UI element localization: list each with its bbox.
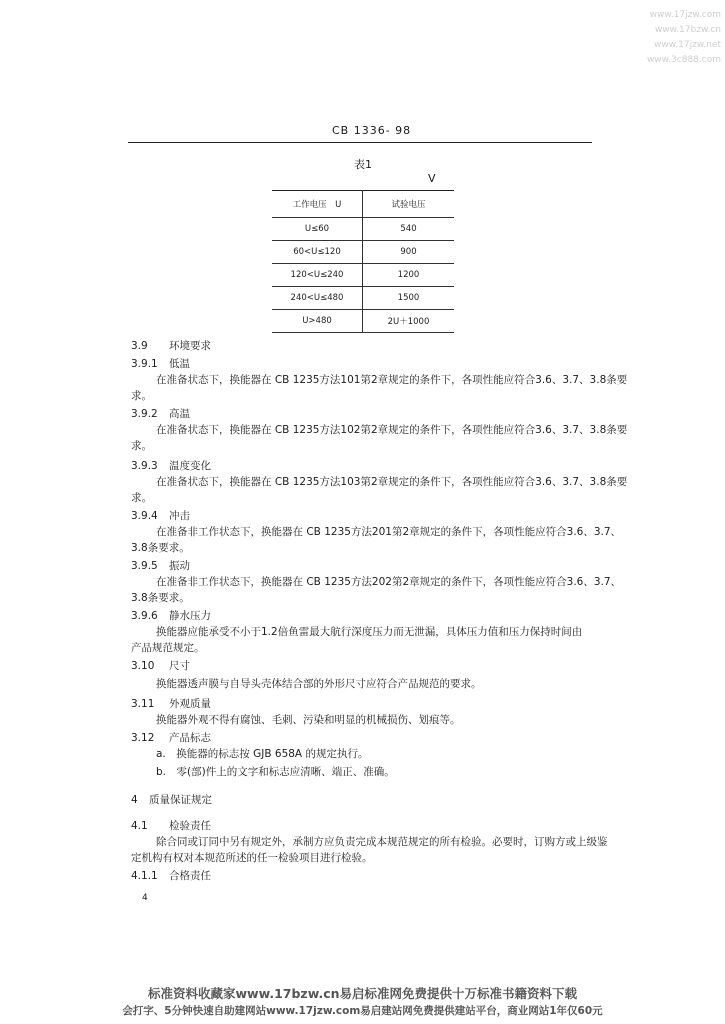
table-cell: U>480	[272, 310, 363, 333]
section-heading	[131, 458, 211, 473]
section-heading	[131, 658, 190, 673]
voltage-table	[272, 190, 454, 333]
table-header-cell: 工作电压 U	[272, 191, 363, 218]
paragraph-line: 产品规范规定。	[131, 642, 205, 654]
section-number: 3.12	[131, 732, 155, 744]
table-cell: 240<U≤480	[272, 287, 363, 310]
section-number: 3.9.5	[131, 560, 158, 572]
chapter-heading	[131, 792, 212, 807]
paragraph-line: 3.8条要求。	[131, 542, 190, 554]
table-row	[272, 287, 454, 310]
chapter-title: 质量保证规定	[149, 794, 212, 806]
section-title: 检验责任	[169, 820, 211, 832]
table-row	[272, 218, 454, 241]
section-heading	[131, 558, 190, 573]
section-title: 合格责任	[169, 870, 211, 882]
section-number: 3.9.3	[131, 460, 158, 472]
section-title: 产品标志	[169, 732, 211, 744]
section-heading	[131, 868, 211, 883]
table-cell: 60<U≤120	[272, 241, 363, 264]
section-number: 3.9.6	[131, 610, 158, 622]
section-heading	[131, 608, 211, 623]
paragraph-line: 定机构有权对本规范所述的任一检验项目进行检验。	[131, 852, 373, 864]
section-heading	[131, 818, 211, 833]
section-number: 4.1	[131, 820, 148, 832]
section-title: 温度变化	[169, 460, 211, 472]
table-cell: 540	[363, 218, 455, 241]
section-number: 4.1.1	[131, 870, 158, 882]
watermark-line: www.17bzw.cn	[654, 25, 721, 35]
footer-line: 会打字、5分钟快速自助建网站www.17jzw.com易启建站网免费提供建站平台，商业网站1年仅60元	[122, 1005, 603, 1017]
footer-line: 标准资料收藏家www.17bzw.cn易启标准网免费提供十万标准书籍资料下载	[147, 986, 578, 1001]
section-title: 高温	[169, 408, 190, 420]
table-header-cell: 试验电压	[363, 191, 455, 218]
page-number: 4	[142, 893, 148, 903]
paragraph-line: 在准备状态下，换能器在 CB 1235方法102第2章规定的条件下，各项性能应符合3.6、3.7、3.8条要	[156, 424, 628, 436]
table-cell: 1500	[363, 287, 455, 310]
table-cell: 900	[363, 241, 455, 264]
paragraph-line: 在准备状态下，换能器在 CB 1235方法101第2章规定的条件下，各项性能应符合3.6、3.7、3.8条要	[156, 374, 628, 386]
table-cell: U≤60	[272, 218, 363, 241]
section-heading	[131, 730, 211, 745]
paragraph-line: 求。	[131, 492, 152, 504]
table-cell: 2U＋1000	[363, 310, 455, 333]
watermark-top	[647, 8, 721, 68]
section-title: 静水压力	[169, 610, 211, 622]
watermark-line: www.17jzw.net	[654, 40, 721, 50]
table-row	[272, 241, 454, 264]
section-heading	[131, 356, 190, 371]
paragraph-line: 求。	[131, 390, 152, 402]
header-rule	[128, 142, 592, 143]
section-title: 环境要求	[169, 340, 211, 352]
paragraph-line: 除合同或订同中另有规定外，承制方应负责完成本规范规定的所有检验。必要时，订购方或上级鉴	[156, 836, 608, 848]
paragraph-line: 在准备非工作状态下，换能器在 CB 1235方法202第2章规定的条件下，各项性能应符合3.6、3.7、	[156, 576, 622, 588]
section-number: 3.11	[131, 698, 155, 710]
section-title: 尺寸	[169, 660, 190, 672]
table-caption: 表1	[354, 158, 372, 171]
section-number: 3.9.1	[131, 358, 158, 370]
table-row	[272, 310, 454, 333]
section-heading	[131, 696, 211, 711]
watermark-line: www.17jzw.com	[649, 10, 721, 20]
paragraph-line: 换能器外观不得有腐蚀、毛刺、污染和明显的机械损伤、划痕等。	[156, 714, 461, 726]
doc-number-header: CB 1336- 98	[332, 124, 412, 137]
section-title: 冲击	[169, 510, 190, 522]
section-heading	[131, 338, 211, 353]
table-unit: V	[428, 172, 436, 185]
section-heading	[131, 508, 190, 523]
paragraph-line: 换能器透声膜与自导头壳体结合部的外形尺寸应符合产品规范的要求。	[156, 678, 482, 690]
section-title: 外观质量	[169, 698, 211, 710]
paragraph-line: 在准备非工作状态下，换能器在 CB 1235方法201第2章规定的条件下，各项性能应符合3.6、3.7、	[156, 526, 622, 538]
table-header-row	[272, 191, 454, 218]
table-row	[272, 264, 454, 287]
paragraph-line: 3.8条要求。	[131, 592, 190, 604]
paragraph-line: b. 零(部)件上的文字和标志应清晰、端正、准确。	[156, 766, 395, 778]
paragraph-line: 换能器应能承受不小于1.2倍鱼雷最大航行深度压力而无泄漏，具体压力值和压力保持时间由	[156, 626, 583, 638]
section-number: 3.9	[131, 340, 148, 352]
paragraph-line: a. 换能器的标志按 GJB 658A 的规定执行。	[156, 748, 369, 760]
section-title: 振动	[169, 560, 190, 572]
watermark-line: www.3c888.com	[646, 55, 721, 65]
table-cell: 120<U≤240	[272, 264, 363, 287]
paragraph-line: 求。	[131, 440, 152, 452]
chapter-number: 4	[131, 794, 138, 806]
section-number: 3.9.4	[131, 510, 158, 522]
table-cell: 1200	[363, 264, 455, 287]
section-number: 3.9.2	[131, 408, 158, 420]
paragraph-line: 在准备状态下，换能器在 CB 1235方法103第2章规定的条件下，各项性能应符合3.6、3.7、3.8条要	[156, 476, 628, 488]
section-title: 低温	[169, 358, 190, 370]
section-heading	[131, 406, 190, 421]
section-number: 3.10	[131, 660, 155, 672]
